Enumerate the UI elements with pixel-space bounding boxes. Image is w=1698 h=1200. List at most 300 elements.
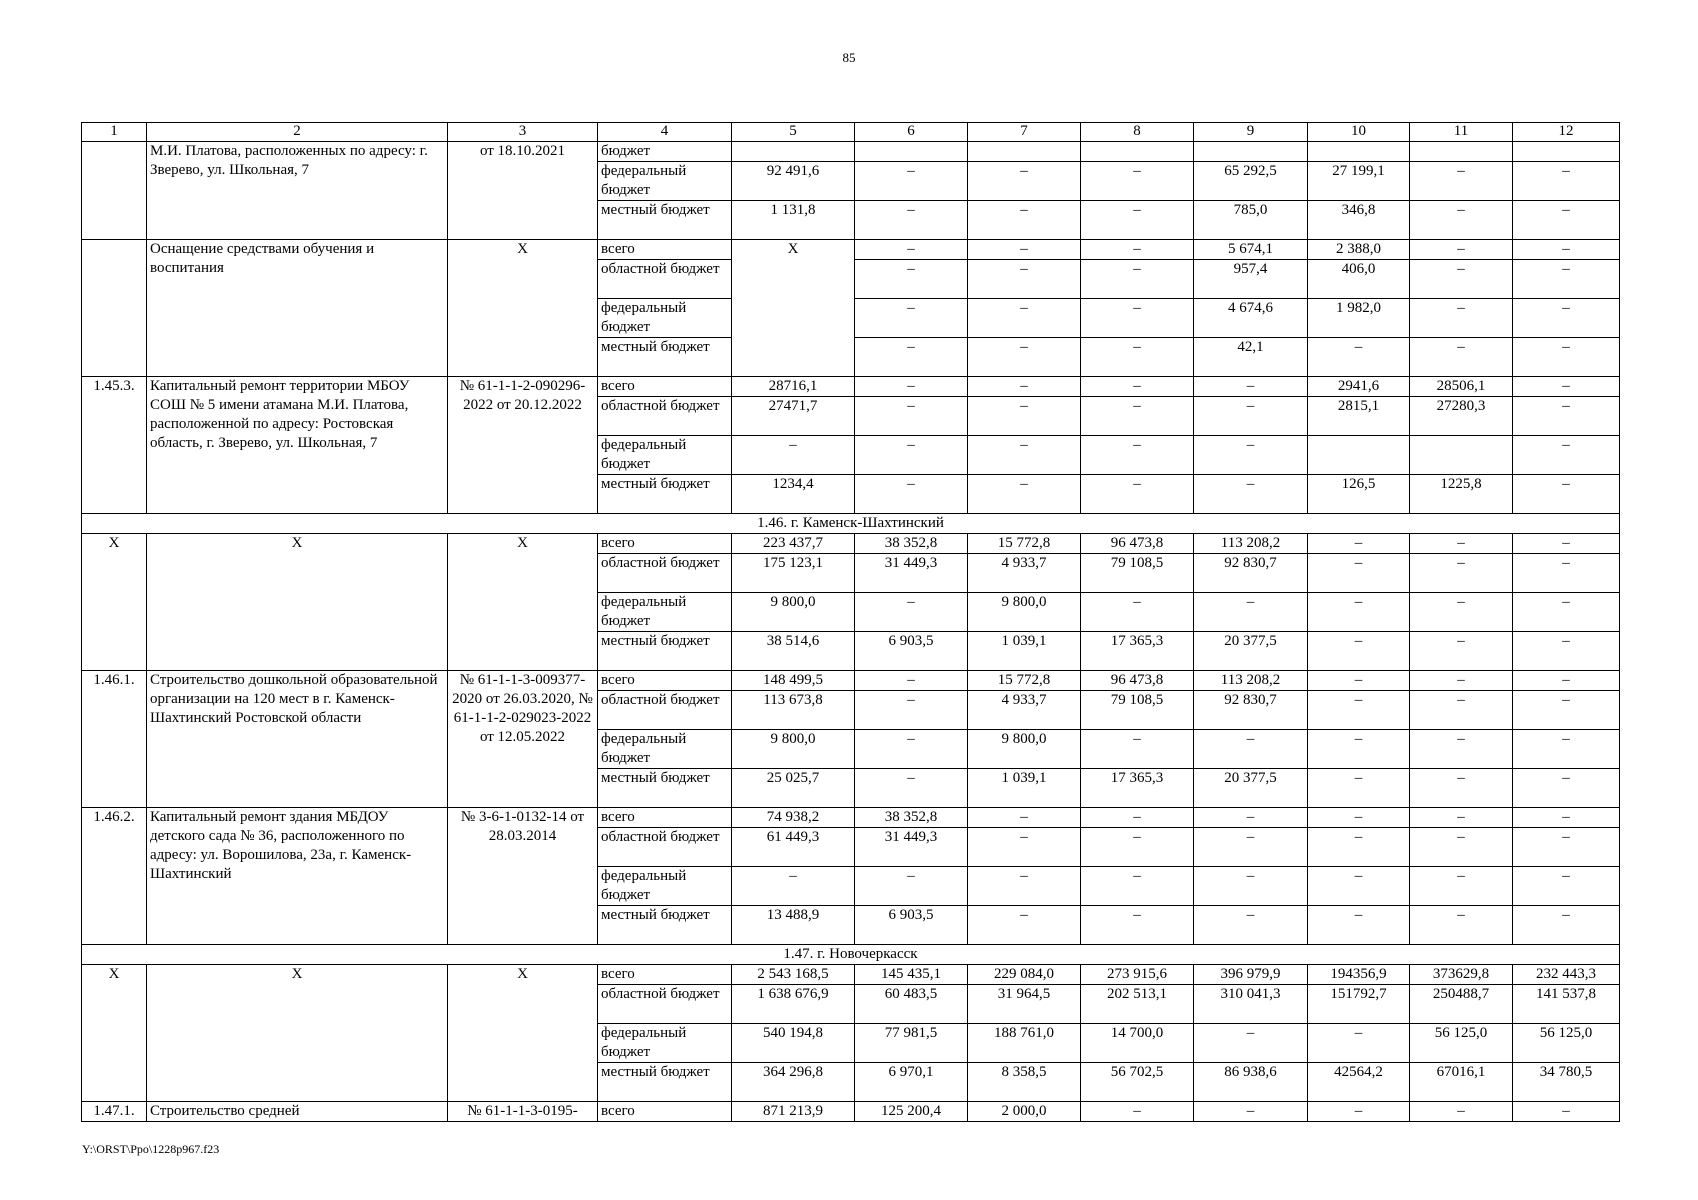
value-cell: – <box>1513 377 1620 397</box>
value-cell: 15 772,8 <box>968 671 1081 691</box>
column-header: 12 <box>1513 123 1620 142</box>
value-cell: – <box>1308 338 1410 377</box>
value-cell: – <box>1513 828 1620 867</box>
value-cell: – <box>1410 534 1513 554</box>
table-row <box>82 671 1620 691</box>
funding-source: местный бюджет <box>598 632 732 671</box>
value-cell: 14 700,0 <box>1081 1024 1194 1063</box>
value-cell: 113 673,8 <box>732 691 855 730</box>
value-cell: – <box>855 671 968 691</box>
value-cell: – <box>1513 534 1620 554</box>
value-cell: 61 449,3 <box>732 828 855 867</box>
value-cell: – <box>1081 867 1194 906</box>
value-cell: – <box>1081 240 1194 260</box>
value-cell: – <box>1081 906 1194 945</box>
funding-source: областной бюджет <box>598 397 732 436</box>
funding-source: местный бюджет <box>598 1063 732 1102</box>
value-cell: 2941,6 <box>1308 377 1410 397</box>
value-cell: 2815,1 <box>1308 397 1410 436</box>
object-name: Оснащение средствами обучения и воспитания <box>147 240 448 377</box>
object-name: Капитальный ремонт территории МБОУ СОШ № 5 имени атамана М.И. Платова, расположенной по адресу: Ростовская область, г. Зверево, ул. Школьная, 7 <box>147 377 448 514</box>
value-cell: 25 025,7 <box>732 769 855 808</box>
value-cell <box>732 142 855 162</box>
value-cell: – <box>1194 397 1308 436</box>
value-cell: – <box>1513 162 1620 201</box>
document-ref: X <box>448 965 598 1102</box>
value-cell: 17 365,3 <box>1081 632 1194 671</box>
value-cell: – <box>855 867 968 906</box>
value-cell: – <box>1194 808 1308 828</box>
value-cell: 38 352,8 <box>855 534 968 554</box>
value-cell: 28506,1 <box>1410 377 1513 397</box>
value-cell: 67016,1 <box>1410 1063 1513 1102</box>
value-cell: – <box>1194 436 1308 475</box>
value-cell: 60 483,5 <box>855 985 968 1024</box>
column-header: 5 <box>732 123 855 142</box>
value-cell: – <box>1410 240 1513 260</box>
value-cell: – <box>968 338 1081 377</box>
value-cell: – <box>1081 338 1194 377</box>
value-cell: 1225,8 <box>1410 475 1513 514</box>
value-cell: – <box>1081 260 1194 299</box>
section-row <box>82 945 1620 965</box>
column-header: 8 <box>1081 123 1194 142</box>
value-cell: – <box>732 867 855 906</box>
value-cell: – <box>855 475 968 514</box>
value-cell: 194356,9 <box>1308 965 1410 985</box>
value-cell: 871 213,9 <box>732 1102 855 1122</box>
value-cell: 113 208,2 <box>1194 534 1308 554</box>
page-number: 85 <box>842 50 856 65</box>
section-title: 1.47. г. Новочеркасск <box>82 945 1620 965</box>
value-cell: – <box>1410 867 1513 906</box>
value-cell: X <box>732 240 855 377</box>
value-cell: – <box>968 436 1081 475</box>
funding-source: федеральный бюджет <box>598 593 732 632</box>
value-cell: – <box>855 377 968 397</box>
value-cell: 2 000,0 <box>968 1102 1081 1122</box>
value-cell: 406,0 <box>1308 260 1410 299</box>
value-cell: 250488,7 <box>1410 985 1513 1024</box>
value-cell: 1 131,8 <box>732 201 855 240</box>
value-cell: – <box>968 475 1081 514</box>
value-cell: 9 800,0 <box>732 730 855 769</box>
value-cell: – <box>855 162 968 201</box>
funding-source: всего <box>598 377 732 397</box>
value-cell: 96 473,8 <box>1081 534 1194 554</box>
value-cell: – <box>1513 1102 1620 1122</box>
funding-source: всего <box>598 671 732 691</box>
value-cell: – <box>1410 730 1513 769</box>
value-cell: 27471,7 <box>732 397 855 436</box>
value-cell: – <box>1308 808 1410 828</box>
value-cell: 56 125,0 <box>1513 1024 1620 1063</box>
funding-source: федеральный бюджет <box>598 436 732 475</box>
value-cell: – <box>1308 671 1410 691</box>
value-cell: – <box>855 240 968 260</box>
value-cell: 232 443,3 <box>1513 965 1620 985</box>
table-row <box>82 240 1620 260</box>
funding-source: федеральный бюджет <box>598 1024 732 1063</box>
value-cell: – <box>1410 162 1513 201</box>
value-cell <box>1410 436 1513 475</box>
funding-source: местный бюджет <box>598 769 732 808</box>
object-name: X <box>147 534 448 671</box>
value-cell: – <box>968 162 1081 201</box>
value-cell: 188 761,0 <box>968 1024 1081 1063</box>
value-cell: – <box>855 769 968 808</box>
row-id <box>82 240 147 377</box>
value-cell: – <box>1513 671 1620 691</box>
value-cell: – <box>1410 338 1513 377</box>
value-cell: – <box>1081 397 1194 436</box>
value-cell: – <box>732 436 855 475</box>
value-cell: – <box>1081 1102 1194 1122</box>
value-cell: – <box>855 299 968 338</box>
value-cell: 1 039,1 <box>968 632 1081 671</box>
value-cell: – <box>1194 593 1308 632</box>
value-cell: 9 800,0 <box>968 593 1081 632</box>
value-cell: 9 800,0 <box>968 730 1081 769</box>
value-cell: – <box>1410 554 1513 593</box>
value-cell: – <box>1308 632 1410 671</box>
value-cell: 1 982,0 <box>1308 299 1410 338</box>
value-cell: – <box>1513 338 1620 377</box>
table-row <box>82 965 1620 985</box>
section-title: 1.46. г. Каменск-Шахтинский <box>82 514 1620 534</box>
value-cell: 96 473,8 <box>1081 671 1194 691</box>
value-cell: 65 292,5 <box>1194 162 1308 201</box>
table-row <box>82 142 1620 162</box>
value-cell: 957,4 <box>1194 260 1308 299</box>
value-cell: 4 674,6 <box>1194 299 1308 338</box>
value-cell: 1 638 676,9 <box>732 985 855 1024</box>
value-cell: 79 108,5 <box>1081 691 1194 730</box>
value-cell: – <box>1513 201 1620 240</box>
column-header: 4 <box>598 123 732 142</box>
value-cell: 42564,2 <box>1308 1063 1410 1102</box>
value-cell: – <box>1081 377 1194 397</box>
value-cell: 175 123,1 <box>732 554 855 593</box>
funding-source: областной бюджет <box>598 691 732 730</box>
value-cell: – <box>1410 906 1513 945</box>
value-cell: – <box>1513 867 1620 906</box>
value-cell: 310 041,3 <box>1194 985 1308 1024</box>
value-cell: – <box>1410 828 1513 867</box>
value-cell: – <box>1410 808 1513 828</box>
value-cell: – <box>1194 1102 1308 1122</box>
value-cell: – <box>1513 808 1620 828</box>
value-cell <box>1194 142 1308 162</box>
value-cell: – <box>1081 475 1194 514</box>
object-name: М.И. Платова, расположенных по адресу: г. Зверево, ул. Школьная, 7 <box>147 142 448 240</box>
value-cell: 28716,1 <box>732 377 855 397</box>
value-cell: 2 543 168,5 <box>732 965 855 985</box>
value-cell: – <box>968 867 1081 906</box>
value-cell: 56 125,0 <box>1410 1024 1513 1063</box>
funding-source: федеральный бюджет <box>598 299 732 338</box>
funding-source: федеральный бюджет <box>598 730 732 769</box>
value-cell: – <box>1081 162 1194 201</box>
funding-source: местный бюджет <box>598 475 732 514</box>
value-cell: 202 513,1 <box>1081 985 1194 1024</box>
value-cell: – <box>1081 593 1194 632</box>
funding-source: областной бюджет <box>598 985 732 1024</box>
value-cell: – <box>1410 671 1513 691</box>
value-cell: – <box>968 260 1081 299</box>
value-cell: 38 514,6 <box>732 632 855 671</box>
value-cell: – <box>968 299 1081 338</box>
column-header: 6 <box>855 123 968 142</box>
value-cell: – <box>1308 691 1410 730</box>
value-cell: 346,8 <box>1308 201 1410 240</box>
funding-source: местный бюджет <box>598 201 732 240</box>
value-cell <box>968 142 1081 162</box>
value-cell: 113 208,2 <box>1194 671 1308 691</box>
table-row <box>82 1102 1620 1122</box>
value-cell: – <box>1308 906 1410 945</box>
value-cell: – <box>855 691 968 730</box>
value-cell: 2 388,0 <box>1308 240 1410 260</box>
value-cell: – <box>1513 906 1620 945</box>
value-cell: 1 039,1 <box>968 769 1081 808</box>
value-cell: – <box>1308 1102 1410 1122</box>
value-cell: – <box>1410 201 1513 240</box>
value-cell: – <box>1081 828 1194 867</box>
budget-table <box>81 122 1620 1122</box>
value-cell: – <box>968 377 1081 397</box>
value-cell: – <box>1081 808 1194 828</box>
value-cell: 6 970,1 <box>855 1063 968 1102</box>
table-row <box>82 808 1620 828</box>
value-cell: – <box>855 397 968 436</box>
value-cell: 20 377,5 <box>1194 632 1308 671</box>
value-cell: – <box>1194 475 1308 514</box>
value-cell: – <box>1081 201 1194 240</box>
row-id: 1.45.3. <box>82 377 147 514</box>
value-cell: – <box>1513 436 1620 475</box>
value-cell: – <box>855 201 968 240</box>
value-cell: – <box>1308 554 1410 593</box>
value-cell <box>1513 142 1620 162</box>
column-header: 7 <box>968 123 1081 142</box>
funding-source: всего <box>598 534 732 554</box>
funding-source: местный бюджет <box>598 906 732 945</box>
row-id: 1.47.1. <box>82 1102 147 1122</box>
value-cell: 785,0 <box>1194 201 1308 240</box>
funding-source: областной бюджет <box>598 260 732 299</box>
value-cell: – <box>1513 260 1620 299</box>
header-row <box>82 123 1620 142</box>
value-cell: – <box>1308 730 1410 769</box>
value-cell: – <box>1513 554 1620 593</box>
value-cell: – <box>1513 240 1620 260</box>
value-cell: 17 365,3 <box>1081 769 1194 808</box>
value-cell: – <box>1194 730 1308 769</box>
funding-source: федеральный бюджет <box>598 162 732 201</box>
section-row <box>82 514 1620 534</box>
column-header: 1 <box>82 123 147 142</box>
row-id <box>82 142 147 240</box>
value-cell: 42,1 <box>1194 338 1308 377</box>
value-cell: – <box>1513 299 1620 338</box>
value-cell: 56 702,5 <box>1081 1063 1194 1102</box>
value-cell: 20 377,5 <box>1194 769 1308 808</box>
value-cell: 31 964,5 <box>968 985 1081 1024</box>
value-cell <box>1308 436 1410 475</box>
value-cell: – <box>855 730 968 769</box>
object-name: Капитальный ремонт здания МБДОУ детского сада № 36, расположенного по адресу: ул. Ворошилова, 23а, г. Каменск-Шахтинский <box>147 808 448 945</box>
column-header: 11 <box>1410 123 1513 142</box>
value-cell: – <box>1410 1102 1513 1122</box>
value-cell: – <box>1081 299 1194 338</box>
object-name: Строительство дошкольной образовательной организации на 120 мест в г. Каменск-Шахтинский Ростовской области <box>147 671 448 808</box>
funding-source: местный бюджет <box>598 338 732 377</box>
value-cell: 229 084,0 <box>968 965 1081 985</box>
value-cell: 27280,3 <box>1410 397 1513 436</box>
value-cell: 223 437,7 <box>732 534 855 554</box>
funding-source: всего <box>598 808 732 828</box>
value-cell: – <box>1081 436 1194 475</box>
value-cell: – <box>1513 593 1620 632</box>
value-cell: – <box>968 240 1081 260</box>
value-cell: 125 200,4 <box>855 1102 968 1122</box>
document-ref: от 18.10.2021 <box>448 142 598 240</box>
object-name: X <box>147 965 448 1102</box>
value-cell: 148 499,5 <box>732 671 855 691</box>
value-cell: – <box>1194 867 1308 906</box>
value-cell: 38 352,8 <box>855 808 968 828</box>
value-cell: 31 449,3 <box>855 828 968 867</box>
value-cell: – <box>1513 691 1620 730</box>
value-cell: 145 435,1 <box>855 965 968 985</box>
value-cell: 141 537,8 <box>1513 985 1620 1024</box>
value-cell: 4 933,7 <box>968 691 1081 730</box>
value-cell: – <box>1513 730 1620 769</box>
value-cell: – <box>1308 534 1410 554</box>
column-header: 2 <box>147 123 448 142</box>
document-ref: № 61-1-1-3-0195- <box>448 1102 598 1122</box>
value-cell: 373629,8 <box>1410 965 1513 985</box>
value-cell: 92 491,6 <box>732 162 855 201</box>
column-header: 9 <box>1194 123 1308 142</box>
funding-source: всего <box>598 965 732 985</box>
value-cell: – <box>1513 397 1620 436</box>
value-cell <box>1308 142 1410 162</box>
value-cell: – <box>1410 769 1513 808</box>
document-ref: X <box>448 534 598 671</box>
row-id: X <box>82 534 147 671</box>
value-cell: 8 358,5 <box>968 1063 1081 1102</box>
value-cell: – <box>855 260 968 299</box>
value-cell: – <box>1081 730 1194 769</box>
value-cell: 86 938,6 <box>1194 1063 1308 1102</box>
value-cell: 1234,4 <box>732 475 855 514</box>
document-ref: X <box>448 240 598 377</box>
value-cell: – <box>968 808 1081 828</box>
column-header: 10 <box>1308 123 1410 142</box>
document-ref: № 61-1-1-2-090296-2022 от 20.12.2022 <box>448 377 598 514</box>
value-cell: 5 674,1 <box>1194 240 1308 260</box>
value-cell <box>1081 142 1194 162</box>
value-cell: 31 449,3 <box>855 554 968 593</box>
value-cell: – <box>855 436 968 475</box>
value-cell: – <box>1308 1024 1410 1063</box>
value-cell: – <box>1410 632 1513 671</box>
value-cell: – <box>1410 260 1513 299</box>
document-ref: № 3-6-1-0132-14 от 28.03.2014 <box>448 808 598 945</box>
value-cell: – <box>968 201 1081 240</box>
value-cell: 151792,7 <box>1308 985 1410 1024</box>
value-cell: – <box>1513 475 1620 514</box>
value-cell: 273 915,6 <box>1081 965 1194 985</box>
funding-source: бюджет <box>598 142 732 162</box>
value-cell: 74 938,2 <box>732 808 855 828</box>
value-cell: 92 830,7 <box>1194 691 1308 730</box>
value-cell: 364 296,8 <box>732 1063 855 1102</box>
value-cell: 9 800,0 <box>732 593 855 632</box>
value-cell: 4 933,7 <box>968 554 1081 593</box>
value-cell: 15 772,8 <box>968 534 1081 554</box>
value-cell: – <box>1513 769 1620 808</box>
value-cell: 92 830,7 <box>1194 554 1308 593</box>
row-id: X <box>82 965 147 1102</box>
funding-source: всего <box>598 240 732 260</box>
value-cell: – <box>1308 828 1410 867</box>
value-cell: 34 780,5 <box>1513 1063 1620 1102</box>
value-cell: 126,5 <box>1308 475 1410 514</box>
value-cell: – <box>968 906 1081 945</box>
object-name: Строительство средней <box>147 1102 448 1122</box>
value-cell: – <box>968 397 1081 436</box>
document-ref: № 61-1-1-3-009377-2020 от 26.03.2020, № 61-1-1-2-029023-2022 от 12.05.2022 <box>448 671 598 808</box>
value-cell: – <box>1410 593 1513 632</box>
table-row <box>82 377 1620 397</box>
value-cell: – <box>1308 593 1410 632</box>
value-cell: – <box>1194 377 1308 397</box>
footer-path: Y:\ORST\Ppo\1228p967.f23 <box>82 1142 220 1156</box>
value-cell: – <box>1308 867 1410 906</box>
funding-source: областной бюджет <box>598 554 732 593</box>
value-cell: – <box>1194 1024 1308 1063</box>
funding-source: областной бюджет <box>598 828 732 867</box>
value-cell: 77 981,5 <box>855 1024 968 1063</box>
table-row <box>82 534 1620 554</box>
value-cell <box>855 142 968 162</box>
row-id: 1.46.2. <box>82 808 147 945</box>
funding-source: всего <box>598 1102 732 1122</box>
value-cell: 6 903,5 <box>855 906 968 945</box>
funding-source: федеральный бюджет <box>598 867 732 906</box>
value-cell: – <box>968 828 1081 867</box>
value-cell: 396 979,9 <box>1194 965 1308 985</box>
value-cell: – <box>1194 906 1308 945</box>
value-cell: – <box>855 593 968 632</box>
value-cell: 79 108,5 <box>1081 554 1194 593</box>
value-cell <box>1410 142 1513 162</box>
value-cell: – <box>1410 691 1513 730</box>
value-cell: – <box>1308 769 1410 808</box>
value-cell: 6 903,5 <box>855 632 968 671</box>
column-header: 3 <box>448 123 598 142</box>
value-cell: 13 488,9 <box>732 906 855 945</box>
value-cell: 27 199,1 <box>1308 162 1410 201</box>
value-cell: – <box>855 338 968 377</box>
value-cell: – <box>1410 299 1513 338</box>
value-cell: – <box>1194 828 1308 867</box>
row-id: 1.46.1. <box>82 671 147 808</box>
value-cell: – <box>1513 632 1620 671</box>
